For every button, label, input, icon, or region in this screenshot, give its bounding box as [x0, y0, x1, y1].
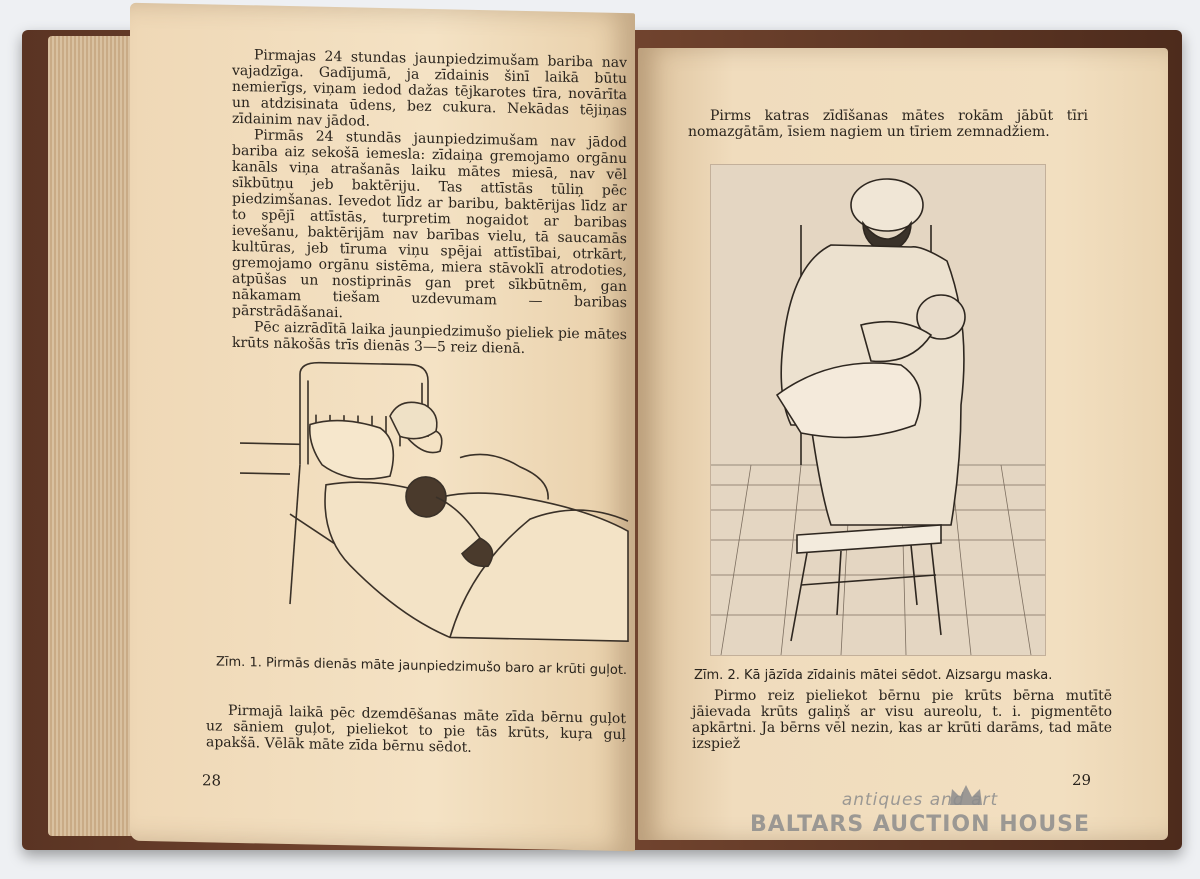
page-number-left: 28 — [202, 771, 222, 790]
left-paragraph-1: Pirmajas 24 stundas jaunpiedzimušam bariba nav vajadzīga. Gadījumā, ja zīdainis šinī laikā būtu nemierīgs, viņam iedod dažas tējkarotes tīra, novārīta un atdzisinata ūdens, bez cukura. Nekādas tējiņas zīdainim nav jādod. — [232, 47, 627, 130]
right-page — [638, 48, 1168, 840]
figure-1-caption: Zīm. 1. Pirmās dienās māte jaunpiedzimušo baro ar krūti guļot. — [216, 654, 628, 679]
left-paragraph-2: Pirmās 24 stundās jaunpiedzimušam nav jādod bariba aiz sekošā iemesla: zīdaiņa gremojamo orgānu kanāls viņa atrašanās laiku mātes miesā, nav vēl sīkbūtņu jeb baktēriju. Tas attīstās tūliņ pēc piedzimšanas. Ievedot līdz ar baribu, baktērijas līdz ar to spējī attīstās, turpretim nogaidot ar baribas ievešanu, baktērijām nav barības vielu, tā saucamās kultūras, jeb tīruma viņu spējai attīstībai, otrkārt, gremojamo orgānu sistēma, miera stāvoklī atrodoties, atpūšas un nostiprinās gan pret sīkbūtnēm, gan nākamam tiešam uzdevumam — baribas pārstrādāšanai. — [232, 127, 627, 322]
left-page — [130, 3, 635, 852]
auction-watermark — [720, 790, 1120, 850]
right-page-top-text — [688, 108, 1088, 140]
bed-feeding-illustration — [230, 343, 638, 652]
left-bottom-paragraph: Pirmajā laikā pēc dzemdēšanas māte zīda bērnu guļot uz sāniem guļot, pieliekot to pie tās krūts, kuŗa guļ apakšā. Vēlāk māte zīda bērnu sēdot. — [206, 702, 626, 756]
page-number-right: 29 — [1072, 771, 1092, 789]
watermark-line-1: antiques and art — [841, 790, 999, 810]
right-bottom-paragraph: Pirmo reiz pieliekot bērnu pie krūts bērna mutītē jāievada krūts galiņš ar visu aureolu, t. i. pigmentēto apkārtni. Ja bērns vēl nezin, kas ar krūti darāms, tad māte izspiež — [692, 688, 1112, 752]
right-top-paragraph: Pirms katras zīdīšanas mātes rokām jābūt tīri nomazgātām, īsiem nagiem un tīriem zemnadžiem. — [688, 108, 1088, 140]
figure-2-caption: Zīm. 2. Kā jāzīda zīdainis mātei sēdot. Aizsargu maska. — [694, 668, 1053, 683]
left-page-bottom-text — [206, 702, 626, 759]
left-paragraph-3: Pēc aizrādītā laika jaunpiedzimušo pieliek pie mātes krūts nākošās trīs dienās 3—5 reiz dienā. — [232, 319, 627, 357]
right-page-bottom-text — [692, 688, 1112, 752]
left-page-top-text — [232, 47, 627, 359]
watermark-line-2: BALTARS AUCTION HOUSE — [749, 812, 1091, 837]
sitting-feeding-illustration — [710, 164, 1046, 656]
